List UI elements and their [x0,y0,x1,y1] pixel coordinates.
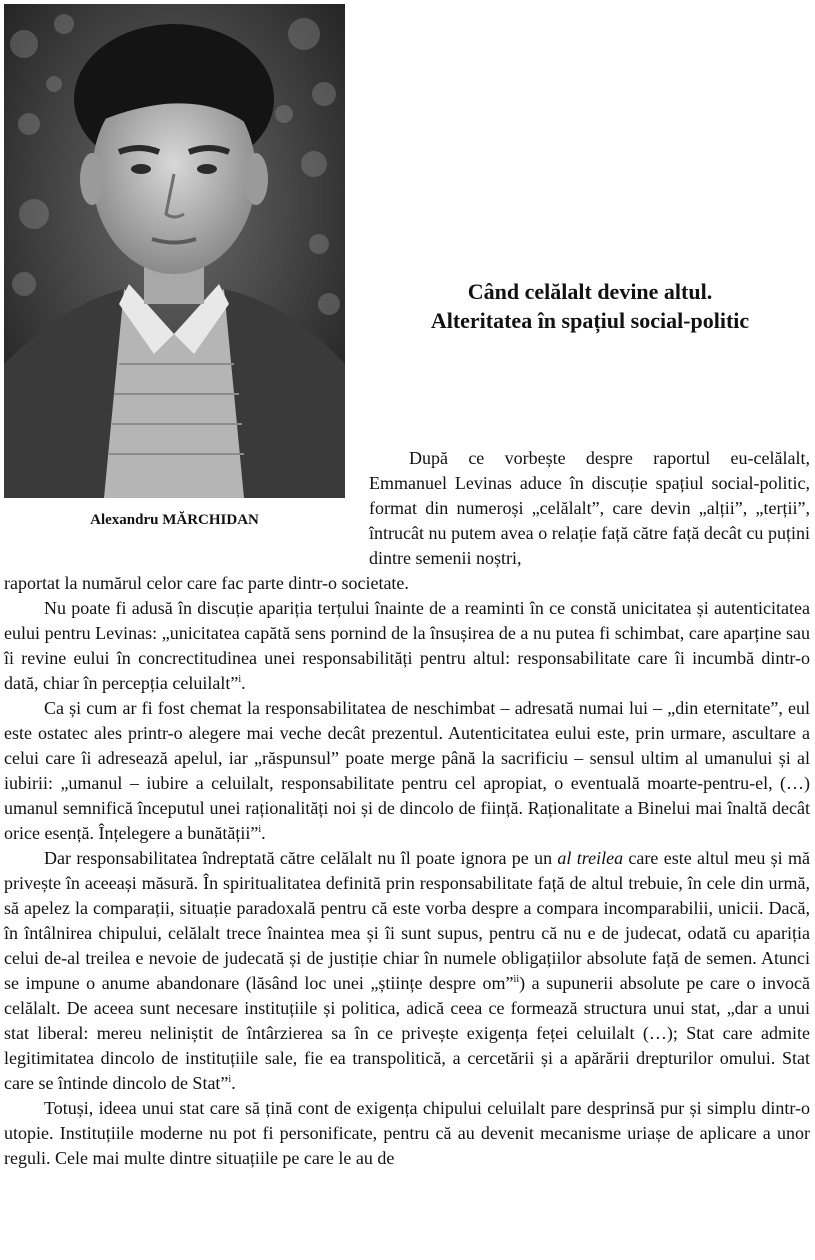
photo-caption: Alexandru MĂRCHIDAN [90,512,259,528]
portrait-image [4,4,345,498]
paragraph-text: Ca și cum ar fi fost chemat la responsabilitatea de neschimbat – adresată numai lui – „din eternitate”, eul este ostatec ales printr-o alegere mai veche decât prezentul. Autenticitatea eului este, prin urmare, ascultare a celui care îi adresează apelul, iar „răspunsul” poate merge până la sacrificiu – sensul ultim al umanului și al iubirii: „umanul – iubire a celuilalt, responsabilitate pentru cel apropiat, o eventuală moarte-pentru-el, (…) umanul semnifică începutul unei raționalități noi și de dincolo de ființă. Raționalitate a Binelui mai înaltă decât orice esență. Înțelegere a bunătății” [4,698,810,843]
author-portrait-photo [4,4,345,498]
paragraph-text: Nu poate fi adusă în discuție apariția terțului înainte de a reaminti în ce constă unicitatea și autenticitatea eului pentru Levinas: „unicitatea capătă sens pornind de la însușirea de a nu putea fi schimbat, care aparține sau îi revine eului în concrectitudinea unei responsabilități pentru altul: responsabilitate care îi incumbă dintr-o dată, chiar în percepția celuilalt” [4,598,810,693]
article-title-line-2: Alteritatea în spațiul social-politic [430,308,750,333]
paragraph-text: care este altul meu și mă privește în aceeași măsură. În spiritualitatea definită prin responsabilitate față de altul trebuie, în cele din urmă, să apelez la comparații, situație paradoxală pentru că este vorba despre a compara incomparabilii, unicii. Dacă, în întâlnirea chipului, celălalt trece înaintea mea și îi sunt supus, pentru că nu e de judecat, odată cu apariția celui de-al treilea e nevoie de judecată și de justiție chiar în numele obligațiilor absolute față de semen. Atunci se impune o anume abandonare (lăsând loc unei „științe despre om” [4,848,810,993]
footnote-ref[interactable]: i [238,674,242,685]
paragraph-1-end: raportat la numărul celor care fac parte dintr-o societate. [4,573,409,593]
paragraph-tail: . [231,1073,236,1093]
footnote-ref[interactable]: i [258,824,262,835]
paragraph-4 [4,846,810,1096]
paragraph-2 [4,596,810,696]
emphasized-term: al treilea [557,848,624,868]
paragraph-5: Totuși, ideea unui stat care să țină cont de exigența chipului celuilalt pare desprinsă pur și simplu dintr-o utopie. Instituțiile moderne nu pot fi personificate, pentru că au devenit mecanisme uriașe de aplicare a unor reguli. Cele mai multe dintre situațiile pe care le au de [4,1098,810,1168]
paragraph-text: ) a supunerii absolute pe care o invocă celălalt. De aceea sunt necesare instituțiile și politica, adică ceea ce formează structura unui stat, „dar a unui stat liberal: mereu neliniștit de întârzierea sa în ce privește exigența feței celuilalt (…); Stat care admite legitimitatea dincolo de instituțiile sale, fie ea transpolitică, a cercetării și a apărării drepturilor omului. Stat care se întinde dincolo de Stat” [4,973,810,1093]
paragraph-tail: . [241,673,246,693]
article-title-line-1: Când celălalt devine altul. [467,279,713,304]
paragraph-text: După ce vorbește despre raportul eu-celălalt, Emmanuel Levinas aduce în discuție spațiul social-politic, format din numeroși „celălalt”, care devin „alții”, „terții”, întrucât nu putem avea o relație față către față decât cu puțini dintre semenii noștri, [369,448,810,568]
article-title [370,277,810,335]
footnote-ref[interactable]: i [228,1074,232,1085]
paragraph-tail: . [261,823,266,843]
paragraph-1-start [369,446,810,571]
footnote-ref[interactable]: ii [513,974,520,985]
paragraph-3 [4,696,810,846]
article-body [4,571,810,1171]
paragraph-text: Dar responsabilitatea îndreptată către celălalt nu îl poate ignora pe un [44,848,558,868]
